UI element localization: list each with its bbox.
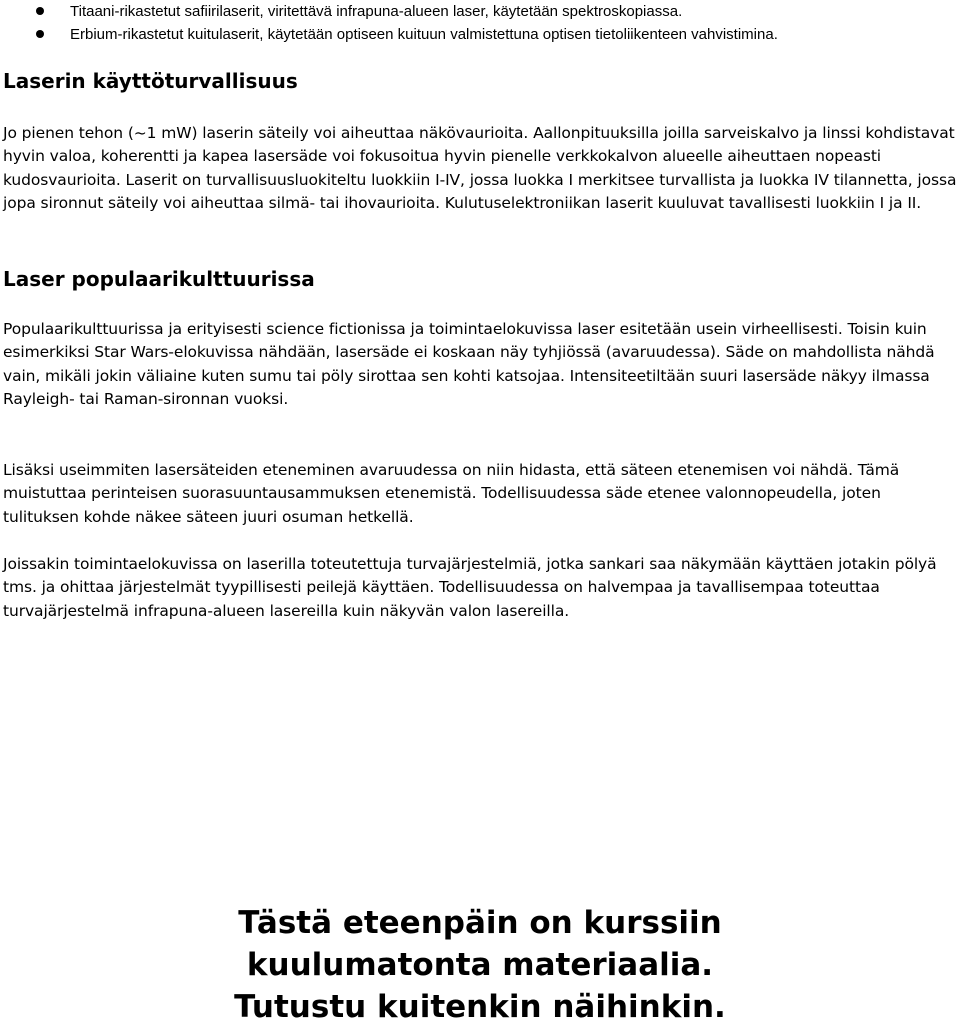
section-heading-laser-safety: Laserin käyttöturvallisuus bbox=[3, 69, 298, 93]
course-notice-line-2: kuulumatonta materiaalia. bbox=[246, 947, 714, 983]
paragraph-pop-culture-1: Populaarikulttuurissa ja erityisesti science fictionissa ja toimintaelokuvissa laser esitetään usein virheellisesti. Toisin kuin esimerkiksi Star Wars-elokuvissa nähdään, lasersäde ei koskaan näy tyhjiössä (avaruudessa). Säde on mahdollista nähdä vain, mikäli jokin väliaine kuten sumu tai pöly sirottaa sen kohti katsojaa. Intensiteetiltään suuri lasersäde näkyy ilmassa Rayleigh- tai Raman-sironnan vuoksi. bbox=[3, 320, 935, 408]
course-notice bbox=[140, 902, 820, 1028]
course-notice-line-1: Tästä eteenpäin on kurssiin bbox=[238, 905, 722, 941]
bullet-list bbox=[0, 0, 960, 46]
paragraph-pop-culture-2: Lisäksi useimmiten lasersäteiden eteneminen avaruudessa on niin hidasta, että säteen etenemisen voi nähdä. Tämä muistuttaa perinteisen suorasuuntausammuksen etenemistä. Todellisuudessa säde etenee valonnopeudella, joten tulituksen kohde näkee säteen juuri osuman hetkellä. bbox=[3, 461, 900, 526]
section-heading-pop-culture: Laser populaarikulttuurissa bbox=[3, 267, 315, 291]
bullet-item-erbium-fiber: Erbium-rikastetut kuitulaserit, käytetään optiseen kuituun valmistettuna optisen tietoliikenteen vahvistimina. bbox=[0, 23, 960, 46]
course-notice-line-3: Tutustu kuitenkin näihinkin. bbox=[234, 989, 726, 1025]
paragraph-pop-culture-3: Joissakin toimintaelokuvissa on laserilla toteutettuja turvajärjestelmiä, jotka sankari saa näkymään käyttäen jotakin pölyä tms. ja ohittaa järjestelmät tyypillisesti peilejä käyttäen. Todellisuudessa on halvempaa ja tavallisempaa toteuttaa turvajärjestelmä infrapuna-alueen lasereilla kuin näkyvän valon lasereilla. bbox=[3, 555, 937, 620]
bullet-item-titanium-sapphire: Titaani-rikastetut safiirilaserit, viritettävä infrapuna-alueen laser, käytetään spektroskopiassa. bbox=[0, 0, 960, 23]
paragraph-laser-safety: Jo pienen tehon (~1 mW) laserin säteily voi aiheuttaa näkövaurioita. Aallonpituuksilla joilla sarveiskalvo ja linssi kohdistavat hyvin valoa, koherentti ja kapea lasersäde voi fokusoitua hyvin pienelle verkkokalvon alueelle aiheuttaen nopeasti kudosvaurioita. Laserit on turvallisuusluokiteltu luokkiin I-IV, jossa luokka I merkitsee turvallista ja luokka IV tilannetta, jossa jopa sironnut säteily voi aiheuttaa silmä- tai ihovaurioita. Kulutuselektroniikan laserit kuuluvat tavallisesti luokkiin I ja II. bbox=[3, 124, 957, 212]
